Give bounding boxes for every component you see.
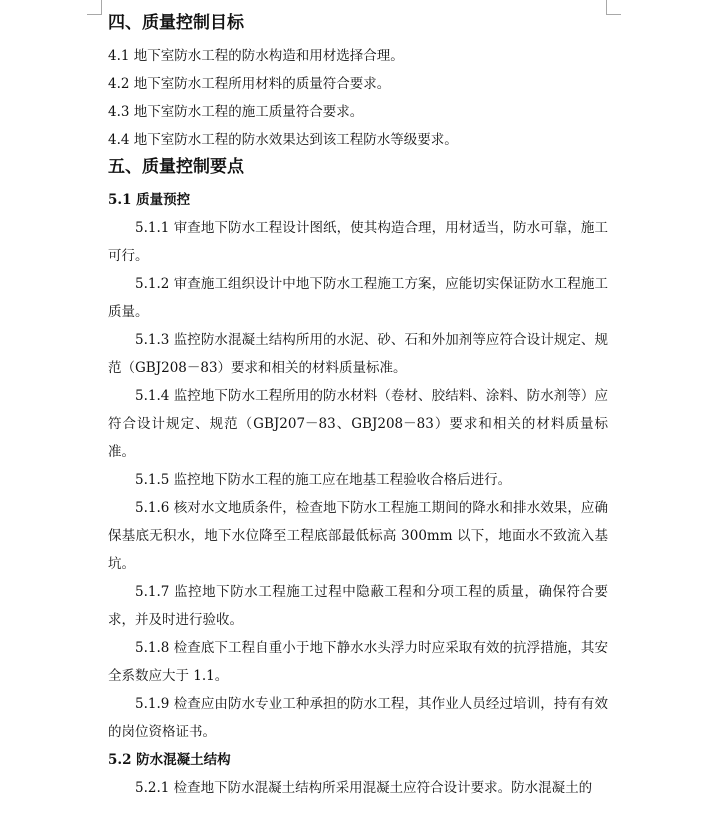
- document-page: [108, 10, 608, 802]
- section-4-heading: 四、质量控制目标: [108, 13, 244, 33]
- paragraph-5-1-8: 5.1.8 检查底下工程自重小于地下静水水头浮力时应采取有效的抗浮措施，其安全系数应大于 1.1。: [108, 640, 608, 684]
- paragraph-5-1-5: 5.1.5 监控地下防水工程的施工应在地基工程验收合格后进行。: [135, 472, 512, 488]
- section-4-item-4: 4.4 地下室防水工程的防水效果达到该工程防水等级要求。: [108, 132, 458, 148]
- paragraph-5-1-4: 5.1.4 监控地下防水工程所用的防水材料（卷材、胶结料、涂料、防水剂等）应符合设计规定、规范（GBJ207－83、GBJ208－83）要求和相关的材料质量标准。: [108, 388, 608, 460]
- paragraph-5-1-2: 5.1.2 审查施工组织设计中地下防水工程施工方案，应能切实保证防水工程施工质量。: [108, 276, 608, 320]
- page-corner-mark-right: [606, 0, 621, 15]
- subsection-5-1-heading: 5.1 质量预控: [108, 192, 191, 208]
- paragraph-5-1-7: 5.1.7 监控地下防水工程施工过程中隐蔽工程和分项工程的质量，确保符合要求，并及时进行验收。: [108, 584, 608, 628]
- paragraph-5-2-1: 5.2.1 检查地下防水混凝土结构所采用混凝土应符合设计要求。防水混凝土的: [135, 780, 593, 796]
- paragraph-5-1-6: 5.1.6 核对水文地质条件，检查地下防水工程施工期间的降水和排水效果，应确保基底无积水，地下水位降至工程底部最低标高 300mm 以下，地面水不致流入基坑。: [108, 500, 608, 572]
- page-corner-mark-left: [87, 0, 102, 15]
- subsection-5-2-heading: 5.2 防水混凝土结构: [108, 752, 231, 768]
- paragraph-5-1-3: 5.1.3 监控防水混凝土结构所用的水泥、砂、石和外加剂等应符合设计规定、规范（GBJ208－83）要求和相关的材料质量标准。: [108, 332, 608, 376]
- section-5-heading: 五、质量控制要点: [108, 157, 244, 177]
- section-4-item-1: 4.1 地下室防水工程的防水构造和用材选择合理。: [108, 48, 404, 64]
- paragraph-5-1-9: 5.1.9 检查应由防水专业工种承担的防水工程，其作业人员经过培训，持有有效的岗位资格证书。: [108, 696, 608, 740]
- section-4-item-3: 4.3 地下室防水工程的施工质量符合要求。: [108, 104, 364, 120]
- paragraph-5-1-1: 5.1.1 审查地下防水工程设计图纸，使其构造合理，用材适当，防水可靠，施工可行。: [108, 220, 608, 264]
- section-4-item-2: 4.2 地下室防水工程所用材料的质量符合要求。: [108, 76, 391, 92]
